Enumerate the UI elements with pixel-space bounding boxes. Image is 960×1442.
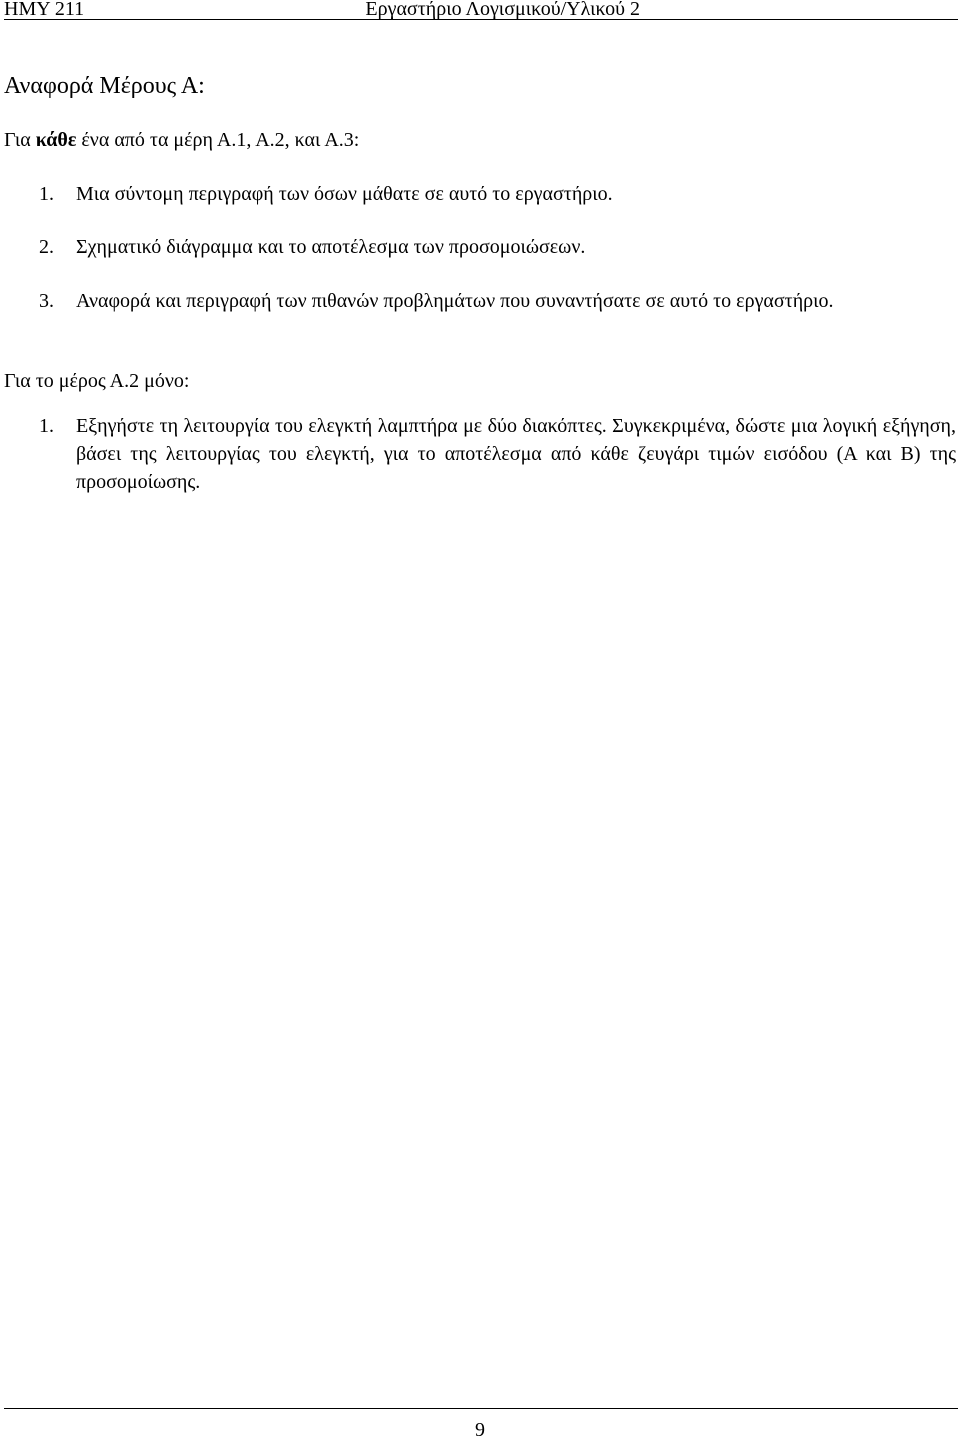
course-code: ΗΜΥ 211 — [4, 0, 85, 20]
list-item-text: Εξηγήστε τη λειτουργία του ελεγκτή λαμπτήρα με δύο διακόπτες. Συγκεκριμένα, δώστε μια λογική εξήγηση, βάσει της λειτουργίας του ελεγκτή, για το αποτέλεσμα από κάθε ζευγάρι τιμών εισόδου (Α και Β) της προσομοίωσης. — [76, 415, 956, 493]
lab-title: Εργαστήριο Λογισμικού/Υλικού 2 — [365, 0, 640, 20]
list-item — [39, 233, 956, 261]
a2-heading: Για το μέρος Α.2 μόνο: — [4, 370, 190, 392]
intro-prefix: Για — [4, 129, 36, 151]
list-item-text: Αναφορά και περιγραφή των πιθανών προβλημάτων που συναντήσατε σε αυτό το εργαστήριο. — [76, 290, 834, 312]
list-item-number: 1. — [39, 183, 54, 205]
section-title: Αναφορά Μέρους Α: — [4, 73, 205, 99]
intro-paragraph — [4, 126, 359, 154]
list-item-text: Μια σύντομη περιγραφή των όσων μάθατε σε αυτό το εργαστήριο. — [76, 183, 613, 205]
list-item — [39, 180, 956, 208]
intro-bold-word: κάθε — [35, 129, 77, 151]
list-item-text: Σχηματικό διάγραμμα και το αποτέλεσμα των προσομοιώσεων. — [76, 236, 586, 258]
list-item-number: 1. — [39, 415, 54, 437]
footer-rule — [4, 1408, 958, 1409]
page-header — [4, 0, 958, 20]
list-item-number: 3. — [39, 290, 54, 312]
intro-suffix: ένα από τα μέρη Α.1, Α.2, και Α.3: — [76, 129, 360, 151]
page-number: 9 — [475, 1419, 485, 1441]
list-item — [39, 287, 956, 315]
list-item-number: 2. — [39, 236, 54, 258]
list-item — [39, 412, 956, 496]
